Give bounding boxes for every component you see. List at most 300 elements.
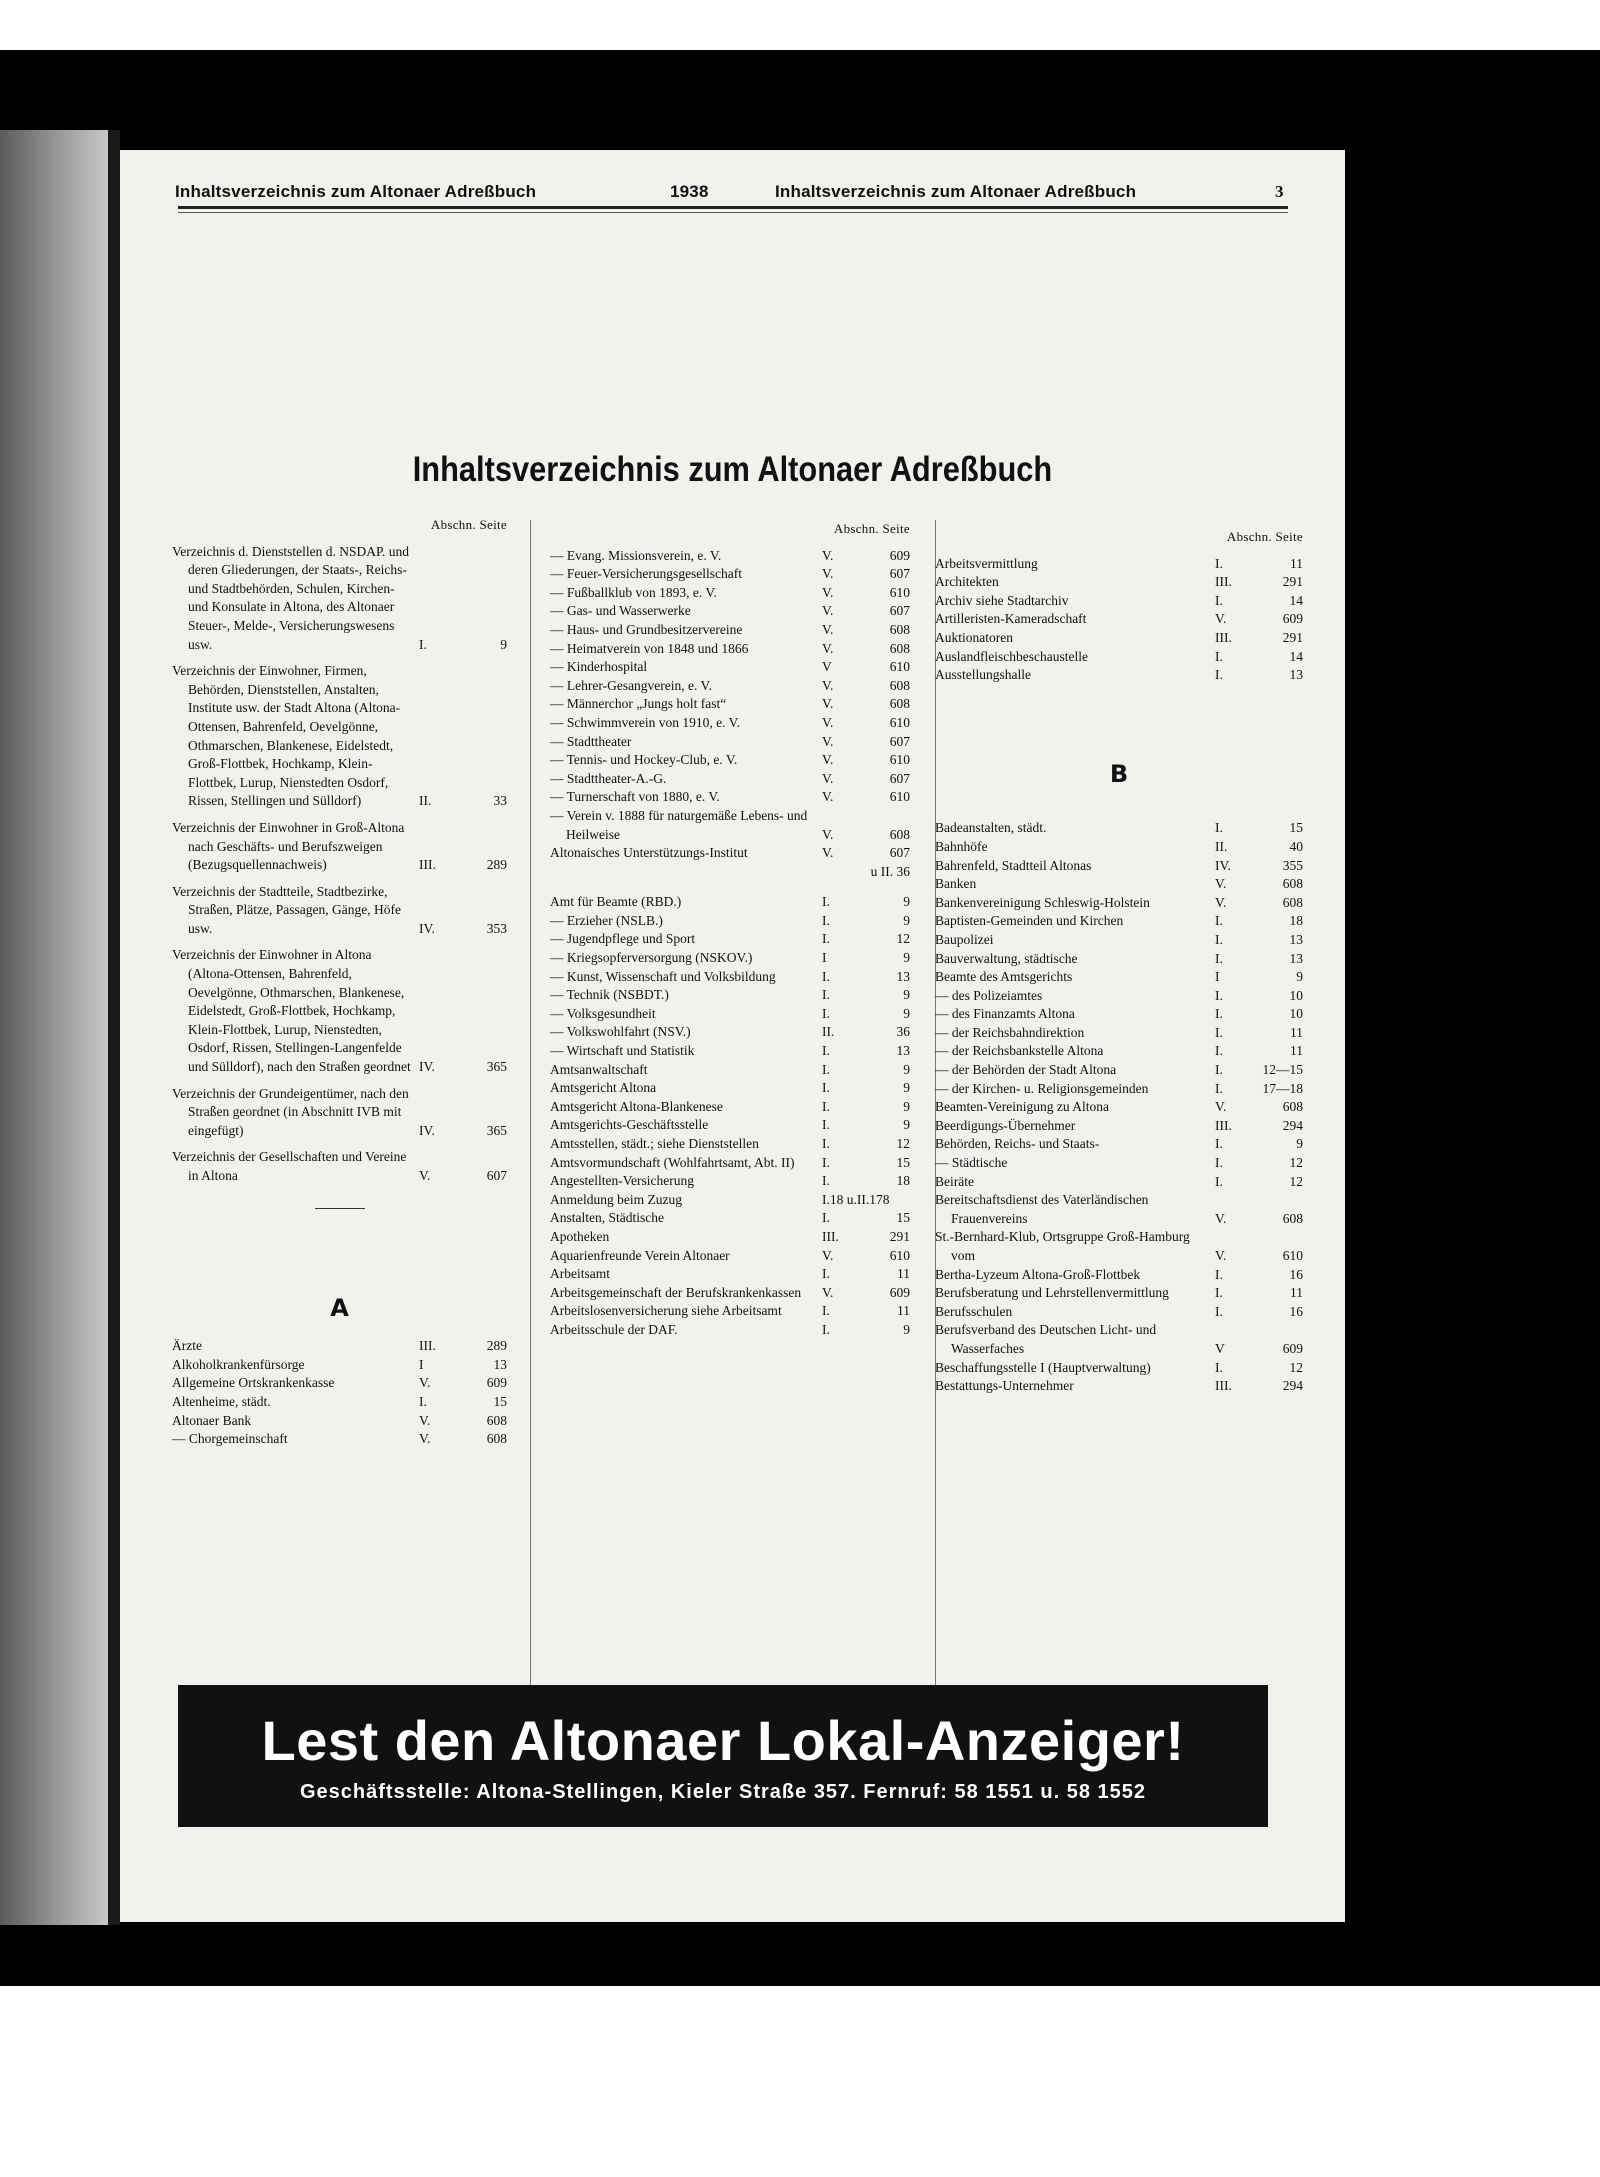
toc-list-a xyxy=(172,1337,507,1449)
running-header-right: Inhaltsverzeichnis zum Altonaer Adreßbuch xyxy=(775,182,1137,201)
entry-page: 18 xyxy=(1289,913,1303,929)
entry-page: 16 xyxy=(1289,1266,1303,1282)
toc-column-3 xyxy=(935,528,1303,1396)
entry-page: 294 xyxy=(1282,1378,1303,1394)
entry-reference xyxy=(822,986,910,1005)
entry-reference xyxy=(1215,1303,1303,1322)
entry-page: 12 xyxy=(1289,1359,1303,1375)
toc-list-a-end xyxy=(935,555,1303,685)
entry-reference xyxy=(1215,912,1303,931)
entry-reference xyxy=(419,1374,507,1393)
entry-reference xyxy=(1215,1080,1303,1099)
entry-page: 9 xyxy=(1296,969,1303,985)
document-page xyxy=(120,150,1345,1922)
entry-page: 608 xyxy=(486,1412,507,1428)
toc-entry xyxy=(550,788,910,807)
ad-headline: Lest den Altonaer Lokal-Anzeiger! xyxy=(261,1709,1185,1772)
ad-subline: Geschäftsstelle: Altona-Stellingen, Kieler Straße 357. Fernruf: 58 1551 u. 58 1552 xyxy=(299,1781,1146,1803)
entry-title: Beamte des Amtsgerichts xyxy=(935,969,1073,985)
entry-section: I. xyxy=(1215,592,1223,608)
entry-reference xyxy=(822,893,910,912)
toc-entry xyxy=(172,883,507,939)
toc-entry xyxy=(935,1080,1303,1099)
entry-page: 9 xyxy=(903,1117,910,1133)
entry-page: 36 xyxy=(896,1024,910,1040)
toc-entry xyxy=(935,1098,1303,1117)
entry-page: 9 xyxy=(903,1005,910,1021)
entry-title: Amtsstellen, städt.; siehe Dienststellen xyxy=(550,1136,759,1151)
toc-entry xyxy=(935,1377,1303,1396)
entry-reference xyxy=(1215,573,1303,592)
entry-title: Altenheime, städt. xyxy=(172,1393,271,1409)
entry-section: I. xyxy=(822,1321,830,1337)
entry-section: IV. xyxy=(419,1059,435,1075)
entry-title: — Lehrer-Gesangverein, e. V. xyxy=(550,677,712,693)
entry-reference xyxy=(1215,1173,1303,1192)
entry-title: — Jugendpflege und Sport xyxy=(550,931,696,947)
entry-title: Arbeitsgemeinschaft der Berufskrankenkassen xyxy=(550,1284,802,1300)
letter-heading-a: A xyxy=(330,1293,349,1322)
toc-entry xyxy=(550,1191,910,1210)
entry-title: Auktionatoren xyxy=(935,629,1013,645)
entry-page: 9 xyxy=(903,1080,910,1096)
entry-title: Archiv siehe Stadtarchiv xyxy=(935,592,1069,608)
entry-page: 353 xyxy=(486,920,507,936)
page-title: Inhaltsverzeichnis zum Altonaer Adreßbuch xyxy=(412,450,1053,489)
entry-page: 9 xyxy=(1296,1136,1303,1152)
toc-entry xyxy=(550,807,910,844)
entry-title: Verzeichnis der Stadtteile, Stadtbezirke, Straßen, Plätze, Passagen, Gänge, Höfe usw. xyxy=(172,883,401,936)
entry-page: 289 xyxy=(486,1338,507,1354)
toc-entry xyxy=(550,1247,910,1266)
entry-section: V. xyxy=(822,714,834,730)
entry-section: III. xyxy=(822,1228,839,1244)
toc-entry xyxy=(550,770,910,789)
entry-section: V. xyxy=(822,603,834,619)
entry-reference xyxy=(822,658,910,677)
header-rule xyxy=(178,206,1288,209)
entry-page: 13 xyxy=(1289,931,1303,947)
entry-extra-reference: u II. 36 xyxy=(870,863,910,879)
entry-title: Architekten xyxy=(935,574,999,590)
entry-page: 33 xyxy=(493,793,507,809)
entry-title: Beerdigungs-Übernehmer xyxy=(935,1117,1076,1133)
entry-section: III. xyxy=(1215,629,1232,645)
entry-page: 11 xyxy=(1290,1043,1303,1059)
entry-section: I. xyxy=(822,1080,830,1096)
entry-section: I. xyxy=(1215,1359,1223,1375)
entry-page: 11 xyxy=(1290,1024,1303,1040)
entry-reference xyxy=(822,1135,910,1154)
entry-reference xyxy=(822,1321,910,1340)
toc-entry xyxy=(172,819,507,875)
toc-entry xyxy=(935,1303,1303,1322)
column-header: Abschn. Seite xyxy=(833,521,910,536)
toc-entry xyxy=(935,987,1303,1006)
toc-entry xyxy=(550,949,910,968)
toc-entry xyxy=(550,1172,910,1191)
entry-reference xyxy=(822,602,910,621)
entry-section: I. xyxy=(822,894,830,910)
entry-title: Bestattungs-Unternehmer xyxy=(935,1378,1074,1394)
entry-title: — der Kirchen- u. Religionsgemeinden xyxy=(935,1080,1149,1096)
toc-entry xyxy=(935,1154,1303,1173)
entry-page: 608 xyxy=(889,640,910,656)
entry-title: Amtsanwaltschaft xyxy=(550,1061,648,1077)
entry-page: 610 xyxy=(889,1247,910,1263)
toc-entry xyxy=(935,1024,1303,1043)
entry-section: I. xyxy=(1215,648,1223,664)
toc-entry xyxy=(935,875,1303,894)
entry-section: II. xyxy=(822,1024,835,1040)
toc-entry xyxy=(172,1148,507,1185)
entry-title: — Stadttheater xyxy=(550,733,632,749)
toc-entry xyxy=(935,1321,1303,1358)
entry-page: 607 xyxy=(889,770,910,786)
entry-reference xyxy=(1215,1266,1303,1285)
entry-page: 607 xyxy=(889,733,910,749)
toc-entry xyxy=(550,1079,910,1098)
entry-section: V. xyxy=(419,1375,431,1391)
entry-page: 9 xyxy=(903,987,910,1003)
entry-page: 609 xyxy=(1282,1340,1303,1356)
entry-title: — der Reichsbankstelle Altona xyxy=(935,1043,1104,1059)
entry-page: 40 xyxy=(1289,838,1303,854)
entry-reference xyxy=(822,770,910,789)
entry-reference xyxy=(419,856,507,875)
toc-entry xyxy=(935,610,1303,629)
toc-entry xyxy=(935,1191,1303,1228)
toc-entry xyxy=(550,893,910,912)
entry-section: I. xyxy=(1215,820,1223,836)
entry-reference xyxy=(1215,666,1303,685)
entry-page: 607 xyxy=(889,603,910,619)
entry-section: I. xyxy=(822,1173,830,1189)
entry-title: — Verein v. 1888 für naturgemäße Lebens- und Heilweise xyxy=(550,807,808,842)
toc-entry xyxy=(550,733,910,752)
section-separator xyxy=(315,1208,365,1209)
entry-title: Artilleristen-Kameradschaft xyxy=(935,611,1087,627)
toc-entry xyxy=(935,950,1303,969)
entry-title: Bankenvereinigung Schleswig-Holstein xyxy=(935,894,1150,910)
entry-title: Verzeichnis der Grundeigentümer, nach den Straßen geordnet (in Abschnitt IVB mit eingefügt) xyxy=(172,1085,409,1138)
entry-reference xyxy=(822,565,910,584)
toc-entry xyxy=(550,1005,910,1024)
toc-entry xyxy=(550,1098,910,1117)
entry-reference xyxy=(1215,1247,1303,1266)
entry-title: — Turnerschaft von 1880, e. V. xyxy=(550,789,720,805)
entry-title: Aquarienfreunde Verein Altonaer xyxy=(550,1247,730,1263)
toc-entry xyxy=(172,1393,507,1412)
entry-reference xyxy=(822,1172,910,1191)
entry-reference xyxy=(1215,1284,1303,1303)
entry-section: I. xyxy=(1215,987,1223,1003)
entry-title: Amtsvormundschaft (Wohlfahrtsamt, Abt. II) xyxy=(550,1154,795,1170)
entry-reference xyxy=(822,1302,910,1321)
entry-title: St.-Bernhard-Klub, Ortsgruppe Groß-Hamburg vom xyxy=(935,1229,1190,1263)
toc-entry xyxy=(550,677,910,696)
entry-title: — Feuer-Versicherungsgesellschaft xyxy=(550,566,743,582)
toc-list-sections xyxy=(172,543,507,1186)
entry-section: I. xyxy=(822,931,830,947)
entry-reference xyxy=(822,1228,910,1247)
entry-section: IV. xyxy=(419,1122,435,1138)
entry-reference xyxy=(822,949,910,968)
entry-reference xyxy=(822,584,910,603)
entry-page: 16 xyxy=(1289,1303,1303,1319)
entry-reference xyxy=(1215,1377,1303,1396)
entry-page: 9 xyxy=(903,912,910,928)
entry-page: 15 xyxy=(896,1154,910,1170)
toc-entry xyxy=(172,1430,507,1449)
toc-entry xyxy=(172,1337,507,1356)
entry-reference xyxy=(1215,1042,1303,1061)
entry-section: V. xyxy=(822,845,834,861)
entry-page: 609 xyxy=(486,1375,507,1391)
entry-page: 11 xyxy=(897,1303,910,1319)
toc-entry xyxy=(172,1085,507,1141)
entry-title: Apotheken xyxy=(550,1228,610,1244)
entry-section: V. xyxy=(822,566,834,582)
entry-page: 608 xyxy=(889,696,910,712)
entry-reference xyxy=(1215,950,1303,969)
entry-title: Beschaffungsstelle I (Hauptverwaltung) xyxy=(935,1359,1151,1375)
toc-entry xyxy=(550,751,910,770)
entry-title: Amtsgerichts-Geschäftsstelle xyxy=(550,1117,709,1133)
toc-entry xyxy=(550,1209,910,1228)
toc-list-b xyxy=(935,819,1303,1395)
entry-title: Arbeitsschule der DAF. xyxy=(550,1321,678,1337)
entry-section: V. xyxy=(1215,876,1227,892)
entry-page: 610 xyxy=(889,752,910,768)
entry-reference xyxy=(822,912,910,931)
toc-entry xyxy=(550,1321,910,1340)
entry-title: — Kriegsopferversorgung (NSKOV.) xyxy=(550,950,753,966)
entry-section: I. xyxy=(822,1136,830,1151)
toc-entry xyxy=(550,1265,910,1284)
toc-entry xyxy=(550,1154,910,1173)
entry-reference xyxy=(1215,592,1303,611)
entry-page: 12 xyxy=(896,931,910,947)
entry-reference xyxy=(822,968,910,987)
entry-title: — Evang. Missionsverein, e. V. xyxy=(550,547,722,563)
toc-column-2 xyxy=(550,520,910,1340)
entry-section: V. xyxy=(822,677,834,693)
entry-section: I. xyxy=(822,1266,830,1282)
toc-entry xyxy=(935,1173,1303,1192)
entry-reference xyxy=(822,788,910,807)
toc-entry xyxy=(935,1005,1303,1024)
toc-entry xyxy=(550,1061,910,1080)
entry-reference xyxy=(1215,1098,1303,1117)
entry-reference xyxy=(419,636,507,655)
toc-entry xyxy=(935,648,1303,667)
column-header: Abschn. Seite xyxy=(430,517,507,532)
toc-entry xyxy=(172,1356,507,1375)
toc-entry xyxy=(550,968,910,987)
entry-reference xyxy=(1215,629,1303,648)
entry-title: Amt für Beamte (RBD.) xyxy=(550,894,682,910)
entry-page: 607 xyxy=(889,566,910,582)
entry-reference xyxy=(1215,1024,1303,1043)
entry-reference xyxy=(419,1122,507,1141)
toc-entry xyxy=(550,1042,910,1061)
entry-section: III. xyxy=(419,857,436,873)
entry-title: Auslandfleischbeschaustelle xyxy=(935,648,1088,664)
entry-section: I. xyxy=(1215,1155,1223,1171)
toc-entry xyxy=(935,1266,1303,1285)
entry-title: — Chorgemeinschaft xyxy=(172,1431,288,1447)
entry-title: Altonaer Bank xyxy=(172,1412,252,1428)
entry-page: 11 xyxy=(897,1266,910,1282)
entry-reference xyxy=(822,844,910,863)
entry-title: Anmeldung beim Zuzug xyxy=(550,1191,682,1207)
entry-reference xyxy=(1215,1359,1303,1378)
toc-entry xyxy=(550,584,910,603)
entry-reference xyxy=(1215,1135,1303,1154)
entry-section: V. xyxy=(822,621,834,637)
entry-title: Anstalten, Städtische xyxy=(550,1210,664,1226)
toc-entry xyxy=(935,666,1303,685)
entry-section: V. xyxy=(822,1284,834,1300)
entry-reference xyxy=(822,826,910,845)
entry-reference xyxy=(822,1154,910,1173)
entry-page: 610 xyxy=(889,659,910,675)
entry-section: V. xyxy=(1215,1099,1227,1115)
entry-reference xyxy=(419,1337,507,1356)
entry-title: — der Reichsbahndirektion xyxy=(935,1024,1085,1040)
running-header-year: 1938 xyxy=(670,182,709,201)
entry-section: I. xyxy=(1215,1024,1223,1040)
column-divider xyxy=(530,520,531,1715)
entry-reference xyxy=(822,621,910,640)
entry-page: 365 xyxy=(486,1122,507,1138)
entry-page: 609 xyxy=(889,547,910,563)
entry-section: V. xyxy=(822,752,834,768)
toc-entry xyxy=(172,946,507,1076)
toc-entry xyxy=(550,986,910,1005)
entry-title: — Technik (NSBDT.) xyxy=(550,987,669,1003)
entry-title: Berufsberatung und Lehrstellenvermittlung xyxy=(935,1285,1169,1301)
entry-section: V. xyxy=(822,696,834,712)
toc-entry xyxy=(550,658,910,677)
entry-page: 607 xyxy=(889,845,910,861)
entry-section: I. xyxy=(822,1117,830,1133)
entry-page: 608 xyxy=(889,826,910,842)
entry-page: 12 xyxy=(1289,1173,1303,1189)
entry-reference xyxy=(1215,838,1303,857)
toc-entry xyxy=(550,1116,910,1135)
entry-reference xyxy=(822,1023,910,1042)
entry-section: I. xyxy=(822,1154,830,1170)
entry-title: — des Polizeiamtes xyxy=(935,987,1043,1003)
entry-section: I. xyxy=(419,1393,427,1409)
entry-title: — Kunst, Wissenschaft und Volksbildung xyxy=(550,968,776,984)
book-gutter xyxy=(108,130,120,1925)
entry-page: 608 xyxy=(1282,876,1303,892)
toc-entry xyxy=(935,857,1303,876)
entry-section: I xyxy=(419,1356,424,1372)
entry-reference xyxy=(1215,1154,1303,1173)
entry-section: V. xyxy=(419,1431,431,1447)
facing-page-edge xyxy=(0,130,108,1925)
entry-page: 608 xyxy=(889,621,910,637)
entry-section: IV. xyxy=(1215,857,1231,873)
entry-section: I. xyxy=(822,1303,830,1319)
entry-reference xyxy=(822,1079,910,1098)
entry-reference xyxy=(822,751,910,770)
entry-page: 10 xyxy=(1289,987,1303,1003)
entry-reference xyxy=(822,1284,910,1303)
toc-entry xyxy=(550,1302,910,1321)
entry-title: Amtsgericht Altona-Blankenese xyxy=(550,1098,723,1114)
entry-reference xyxy=(822,1116,910,1135)
entry-page: 9 xyxy=(903,1321,910,1337)
entry-section: V. xyxy=(822,547,834,563)
toc-entry xyxy=(550,1228,910,1247)
entry-title: Amtsgericht Altona xyxy=(550,1080,657,1096)
entry-section: I. xyxy=(1215,931,1223,947)
entry-section: I. xyxy=(1215,667,1223,683)
entry-reference xyxy=(419,1167,507,1186)
entry-title: Bahrenfeld, Stadtteil Altonas xyxy=(935,857,1092,873)
entry-reference xyxy=(1215,1340,1303,1359)
entry-title: — Volksgesundheit xyxy=(550,1005,656,1021)
toc-list-a-continued xyxy=(550,547,910,1340)
entry-title: — der Behörden der Stadt Altona xyxy=(935,1062,1117,1078)
entry-section: I. xyxy=(419,636,427,652)
entry-page: 610 xyxy=(889,714,910,730)
entry-title: Verzeichnis der Gesellschaften und Vereine in Altona xyxy=(172,1149,407,1183)
entry-page: 13 xyxy=(896,968,910,984)
entry-reference xyxy=(1215,555,1303,574)
toc-entry xyxy=(935,1135,1303,1154)
entry-title: — Städtische xyxy=(935,1155,1008,1171)
entry-title: Ausstellungshalle xyxy=(935,667,1031,683)
toc-entry xyxy=(935,629,1303,648)
entry-title: Verzeichnis der Einwohner in Groß-Altona nach Geschäfts- und Berufszweigen (Bezugsquellennachweis) xyxy=(172,819,405,873)
toc-entry xyxy=(935,838,1303,857)
entry-page: 11 xyxy=(1290,555,1303,571)
entry-page: 9 xyxy=(903,894,910,910)
entry-title: — Kinderhospital xyxy=(550,659,648,675)
entry-section: IV. xyxy=(419,920,435,936)
entry-title: Arbeitsamt xyxy=(550,1266,610,1282)
entry-page: 13 xyxy=(1289,950,1303,966)
entry-page: 609 xyxy=(889,1284,910,1300)
entry-page: 15 xyxy=(896,1210,910,1226)
entry-section: I. xyxy=(822,1098,830,1114)
toc-entry xyxy=(935,912,1303,931)
entry-page: 13 xyxy=(493,1356,507,1372)
entry-title: Bereitschaftsdienst des Vaterländischen Frauenvereins xyxy=(935,1192,1149,1226)
entry-reference xyxy=(822,733,910,752)
entry-section: I. xyxy=(1215,1006,1223,1022)
entry-section: I. xyxy=(1215,1043,1223,1059)
toc-entry xyxy=(935,894,1303,913)
entry-section: I. xyxy=(822,1210,830,1226)
entry-section: V. xyxy=(1215,611,1227,627)
entry-reference xyxy=(1215,875,1303,894)
entry-section: V. xyxy=(1215,1210,1227,1226)
entry-page: 608 xyxy=(1282,894,1303,910)
entry-section: V. xyxy=(822,584,834,600)
toc-entry xyxy=(550,640,910,659)
entry-section: I xyxy=(1215,969,1220,985)
entry-section: III. xyxy=(1215,1117,1232,1133)
entry-page: 12 xyxy=(1289,1155,1303,1171)
entry-title: Verzeichnis der Einwohner, Firmen, Behörden, Dienststellen, Anstalten, Institute usw. der Stadt Altona (Altona-Ottensen, Bahrenfeld, Oevelgönne, Othmarschen, Blankenese, Eidelstedt, Groß-Flottbek, Hochkamp, Klein-Flottbek, Lurup, Nienstedten Osdorf, Rissen, Stellingen und Sülldorf) xyxy=(172,663,401,809)
